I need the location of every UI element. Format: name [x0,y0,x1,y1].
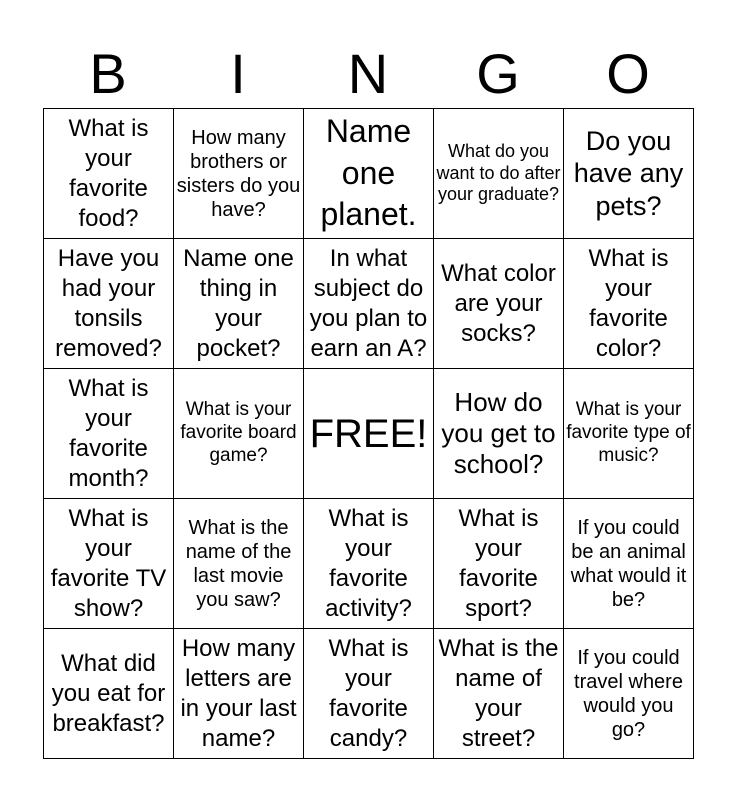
bingo-cell[interactable]: How many letters are in your last name? [174,629,304,759]
free-space-cell[interactable]: FREE! [304,369,434,499]
bingo-header [43,40,693,108]
bingo-cell[interactable]: What is your favorite type of music? [564,369,694,499]
bingo-cell[interactable]: What color are your socks? [434,239,564,369]
board-row-5 [44,629,694,759]
bingo-cell[interactable]: Name one planet. [304,109,434,239]
bingo-cell[interactable]: How many brothers or sisters do you have? [174,109,304,239]
bingo-cell[interactable]: What is the name of your street? [434,629,564,759]
bingo-cell[interactable]: What do you want to do after your graduate? [434,109,564,239]
bingo-cell[interactable]: What is your favorite month? [44,369,174,499]
board-row-4 [44,499,694,629]
bingo-cell[interactable]: What is the name of the last movie you saw? [174,499,304,629]
bingo-cell[interactable]: If you could be an animal what would it be? [564,499,694,629]
bingo-cell[interactable]: What is your favorite TV show? [44,499,174,629]
bingo-cell[interactable]: Have you had your tonsils removed? [44,239,174,369]
bingo-cell[interactable]: Do you have any pets? [564,109,694,239]
board-row-1 [44,109,694,239]
bingo-cell[interactable]: What did you eat for breakfast? [44,629,174,759]
header-letter-n: N [347,42,389,105]
board-row-2 [44,239,694,369]
bingo-cell[interactable]: What is your favorite activity? [304,499,434,629]
bingo-board [43,108,694,759]
board-row-3 [44,369,694,499]
bingo-cell[interactable]: If you could travel where would you go? [564,629,694,759]
bingo-cell[interactable]: What is your favorite candy? [304,629,434,759]
bingo-cell[interactable]: What is your favorite color? [564,239,694,369]
bingo-cell[interactable]: How do you get to school? [434,369,564,499]
header-letter-g: G [476,42,520,105]
header-letter-o: O [606,42,650,105]
bingo-cell[interactable]: In what subject do you plan to earn an A? [304,239,434,369]
header-letter-i: I [230,42,246,105]
header-letter-b: B [89,42,127,105]
bingo-cell[interactable]: What is your favorite sport? [434,499,564,629]
bingo-cell[interactable]: What is your favorite food? [44,109,174,239]
bingo-cell[interactable]: Name one thing in your pocket? [174,239,304,369]
bingo-cell[interactable]: What is your favorite board game? [174,369,304,499]
